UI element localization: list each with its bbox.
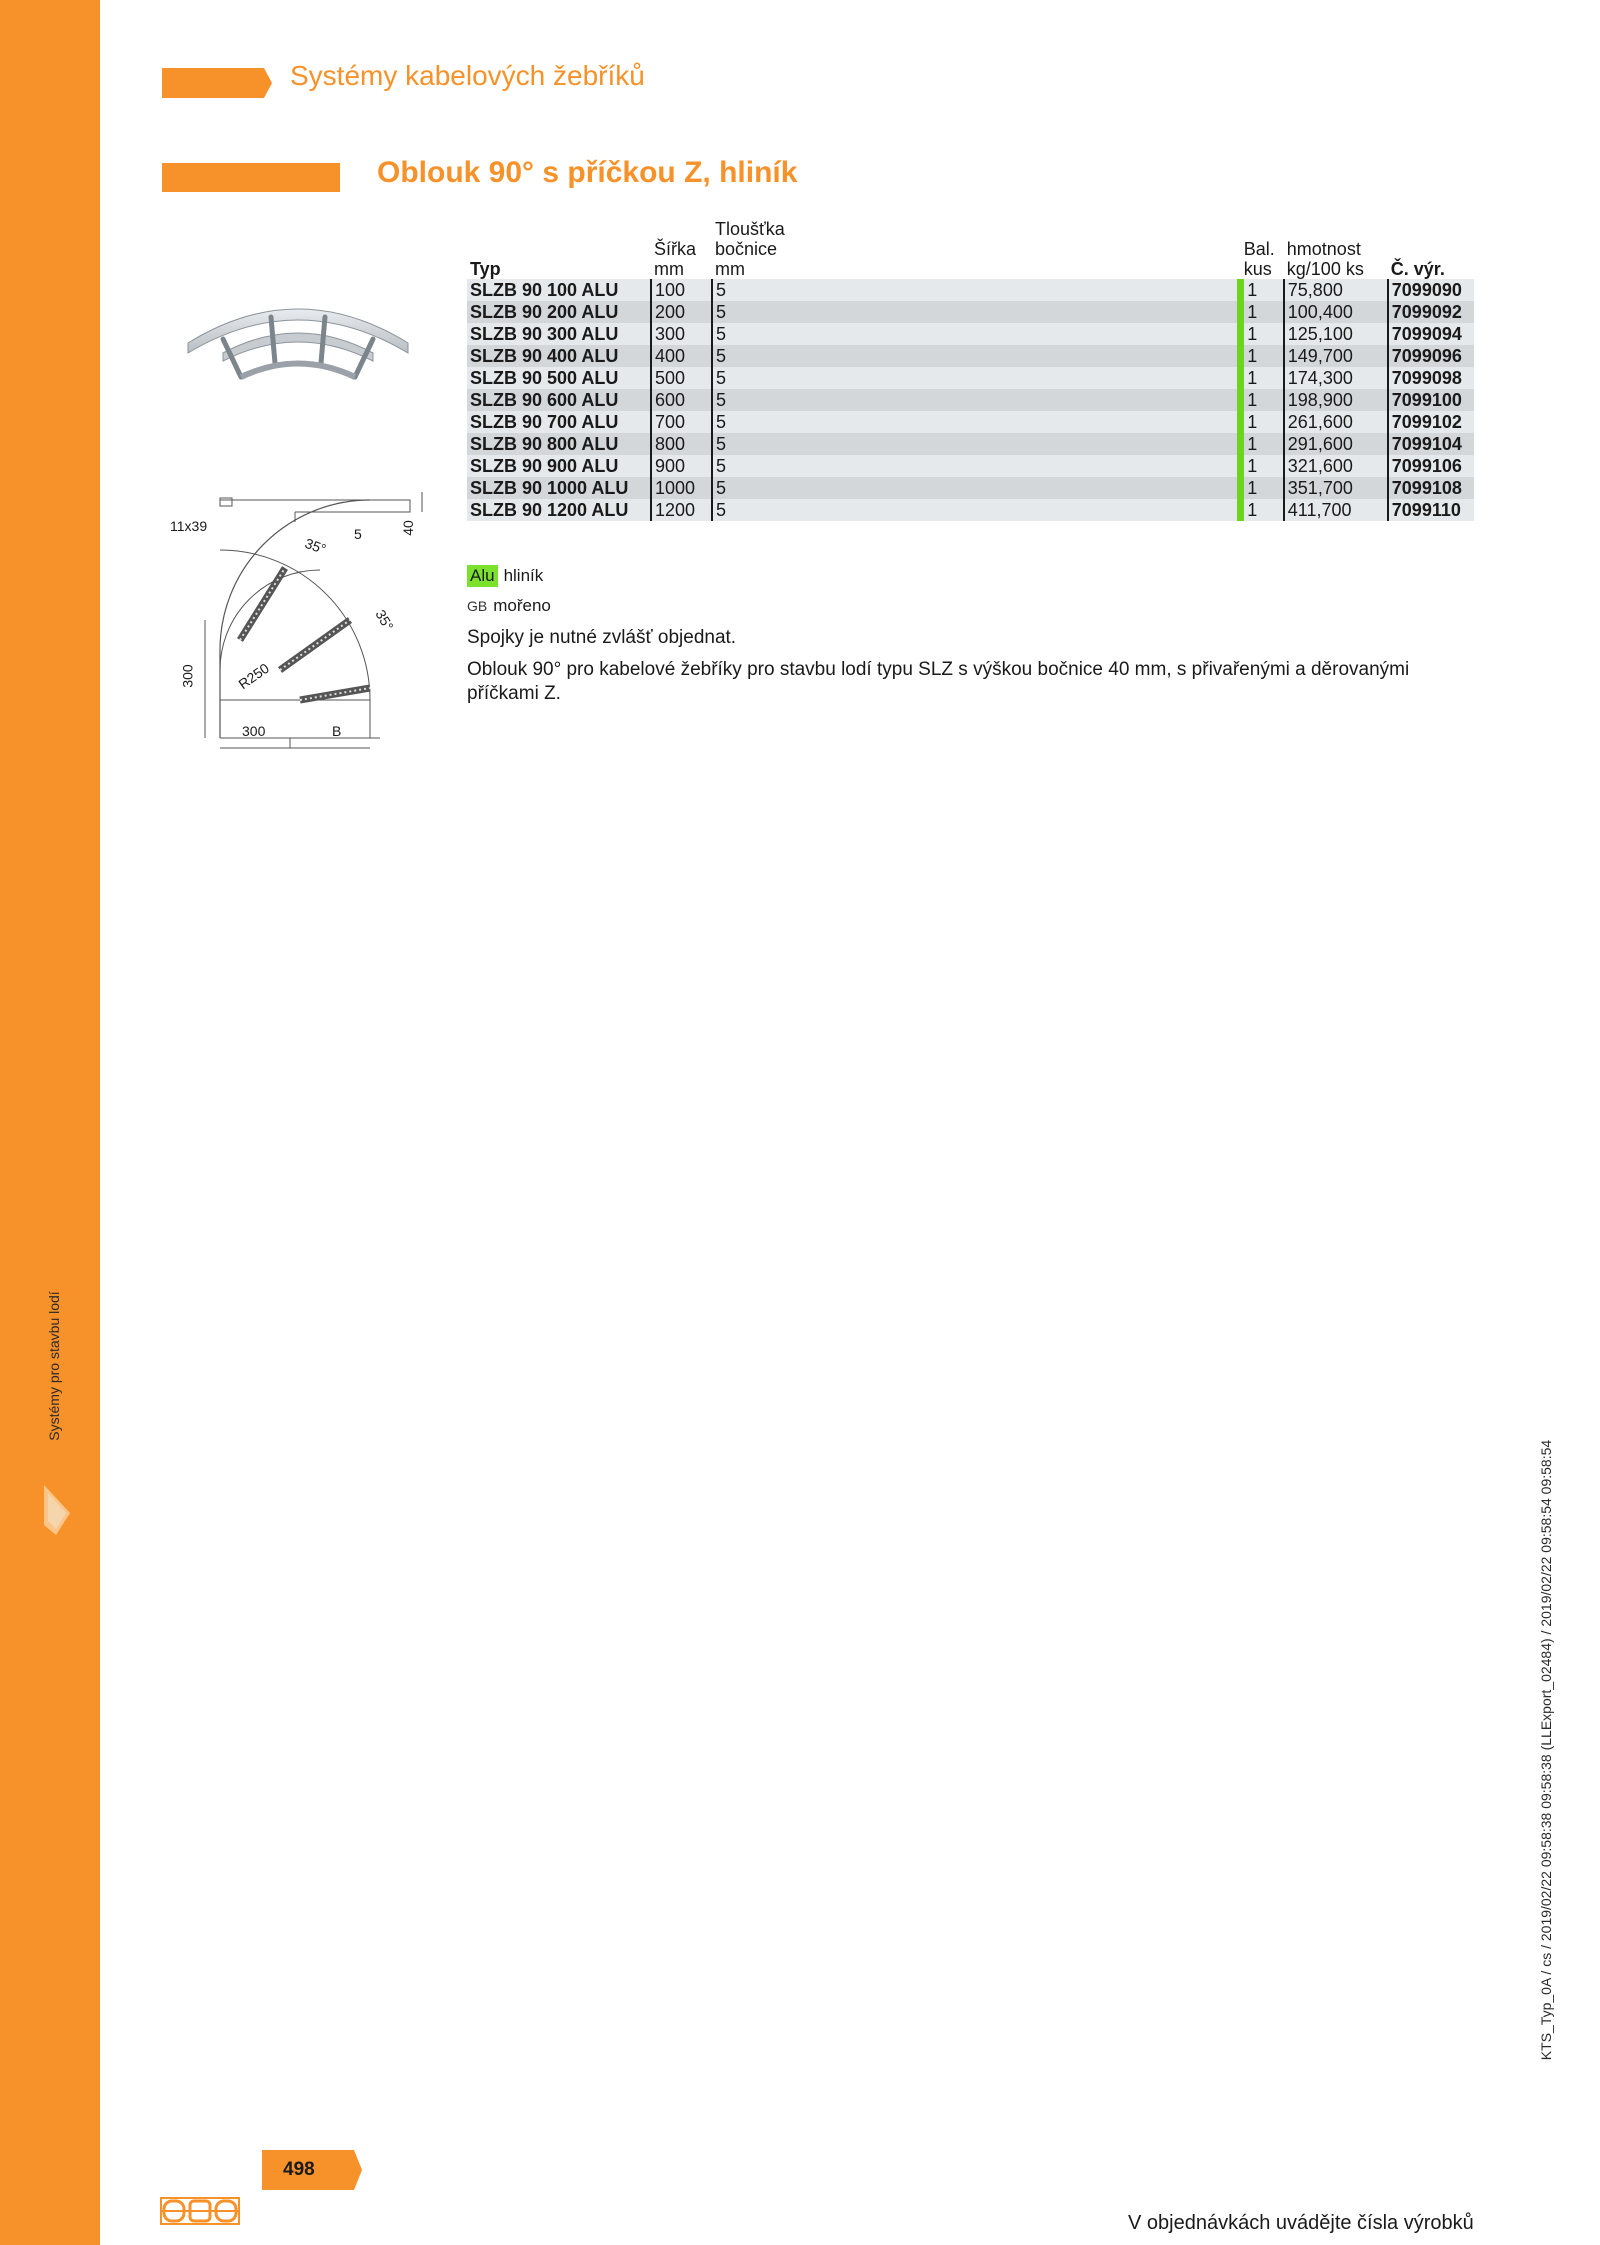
cell-width: 300 bbox=[651, 323, 712, 345]
cell-weight: 174,300 bbox=[1284, 367, 1388, 389]
cell-thickness: 5 bbox=[712, 455, 788, 477]
cell-code: 7099096 bbox=[1388, 345, 1474, 367]
header-pack bbox=[1241, 219, 1284, 279]
cell-code: 7099092 bbox=[1388, 301, 1474, 323]
cell-pack: 1 bbox=[1241, 301, 1284, 323]
cell-type: SLZB 90 400 ALU bbox=[467, 345, 651, 367]
product-title-bar bbox=[162, 163, 340, 192]
cell-thickness: 5 bbox=[712, 389, 788, 411]
header-weight bbox=[1284, 219, 1388, 279]
drawing-label-slot: 11x39 bbox=[170, 518, 208, 534]
drawing-label-300-vertical: 300 bbox=[179, 664, 196, 688]
cell-thickness: 5 bbox=[712, 433, 788, 455]
cell-width: 1000 bbox=[651, 477, 712, 499]
table-row bbox=[467, 411, 1474, 433]
cell-gap bbox=[788, 389, 1241, 411]
header-gap bbox=[788, 219, 1241, 279]
cell-code: 7099110 bbox=[1388, 499, 1474, 521]
cell-code: 7099100 bbox=[1388, 389, 1474, 411]
cell-width: 100 bbox=[651, 279, 712, 301]
cell-code: 7099108 bbox=[1388, 477, 1474, 499]
cell-code: 7099098 bbox=[1388, 367, 1474, 389]
cell-width: 600 bbox=[651, 389, 712, 411]
header-thickness-unit: mm bbox=[715, 259, 745, 279]
table-row bbox=[467, 433, 1474, 455]
cell-type: SLZB 90 200 ALU bbox=[467, 301, 651, 323]
drawing-label-angle-2: 35° bbox=[372, 606, 397, 634]
cell-type: SLZB 90 1000 ALU bbox=[467, 477, 651, 499]
table-header-row bbox=[467, 219, 1474, 279]
cell-thickness: 5 bbox=[712, 477, 788, 499]
cell-gap bbox=[788, 455, 1241, 477]
table-row bbox=[467, 301, 1474, 323]
sidebar-label: Systémy pro stavbu lodí bbox=[46, 1291, 62, 1441]
cell-pack: 1 bbox=[1241, 323, 1284, 345]
cell-weight: 261,600 bbox=[1284, 411, 1388, 433]
drawing-label-b: B bbox=[332, 723, 342, 739]
cell-type: SLZB 90 500 ALU bbox=[467, 367, 651, 389]
cell-width: 500 bbox=[651, 367, 712, 389]
legend-gb bbox=[467, 596, 551, 616]
cell-type: SLZB 90 1200 ALU bbox=[467, 499, 651, 521]
order-note: V objednávkách uvádějte čísla výrobků bbox=[1128, 2212, 1474, 2234]
cell-pack: 1 bbox=[1241, 411, 1284, 433]
cell-weight: 125,100 bbox=[1284, 323, 1388, 345]
cell-thickness: 5 bbox=[712, 367, 788, 389]
drawing-label-300: 300 bbox=[242, 723, 266, 739]
cell-pack: 1 bbox=[1241, 345, 1284, 367]
drawing-label-angle-1: 35° bbox=[302, 534, 329, 558]
table-row bbox=[467, 279, 1474, 301]
cell-code: 7099094 bbox=[1388, 323, 1474, 345]
cell-pack: 1 bbox=[1241, 279, 1284, 301]
cell-thickness: 5 bbox=[712, 301, 788, 323]
cell-thickness: 5 bbox=[712, 499, 788, 521]
cell-weight: 351,700 bbox=[1284, 477, 1388, 499]
cell-pack: 1 bbox=[1241, 455, 1284, 477]
cell-thickness: 5 bbox=[712, 279, 788, 301]
table-row bbox=[467, 499, 1474, 521]
gb-badge: GB bbox=[467, 598, 488, 614]
cell-width: 700 bbox=[651, 411, 712, 433]
product-title: Oblouk 90° s příčkou Z, hliník bbox=[377, 156, 798, 189]
product-image bbox=[183, 295, 413, 395]
product-description: Oblouk 90° pro kabelové žebříky pro stavbu lodí typu SLZ s výškou bočnice 40 mm, s přivařenými a děrovanými příčkami Z. bbox=[467, 659, 1410, 704]
cell-weight: 321,600 bbox=[1284, 455, 1388, 477]
header-code: Č. výr. bbox=[1390, 259, 1445, 279]
section-tag-shape bbox=[162, 68, 272, 98]
cell-code: 7099102 bbox=[1388, 411, 1474, 433]
header-width bbox=[651, 219, 712, 279]
header-weight-label: hmotnost bbox=[1286, 239, 1361, 259]
cell-pack: 1 bbox=[1241, 477, 1284, 499]
section-title: Systémy kabelových žebříků bbox=[290, 60, 645, 91]
cell-gap bbox=[788, 323, 1241, 345]
cell-weight: 411,700 bbox=[1284, 499, 1388, 521]
table-row bbox=[467, 455, 1474, 477]
cell-type: SLZB 90 700 ALU bbox=[467, 411, 651, 433]
header-pack-unit: kus bbox=[1243, 259, 1272, 279]
sidebar-stripe-graphic bbox=[42, 1485, 72, 1535]
header-pack-label: Bal. bbox=[1243, 239, 1275, 259]
cell-code: 7099106 bbox=[1388, 455, 1474, 477]
cell-gap bbox=[788, 477, 1241, 499]
header-thickness-label-2: bočnice bbox=[715, 239, 778, 259]
cell-type: SLZB 90 100 ALU bbox=[467, 279, 651, 301]
cell-thickness: 5 bbox=[712, 345, 788, 367]
obo-logo bbox=[160, 2197, 240, 2225]
cell-weight: 100,400 bbox=[1284, 301, 1388, 323]
header-width-label: Šířka bbox=[654, 239, 697, 259]
technical-drawing bbox=[160, 470, 440, 755]
header-width-unit: mm bbox=[654, 259, 684, 279]
cell-weight: 149,700 bbox=[1284, 345, 1388, 367]
cell-gap bbox=[788, 345, 1241, 367]
table-row bbox=[467, 367, 1474, 389]
drawing-label-radius: R250 bbox=[235, 659, 273, 693]
cell-weight: 291,600 bbox=[1284, 433, 1388, 455]
cell-width: 900 bbox=[651, 455, 712, 477]
cell-pack: 1 bbox=[1241, 367, 1284, 389]
drawing-label-5: 5 bbox=[354, 526, 362, 542]
cell-gap bbox=[788, 367, 1241, 389]
cell-gap bbox=[788, 279, 1241, 301]
alu-label: hliník bbox=[503, 566, 544, 585]
cell-gap bbox=[788, 499, 1241, 521]
table-row bbox=[467, 345, 1474, 367]
header-type: Typ bbox=[470, 259, 501, 279]
cell-thickness: 5 bbox=[712, 411, 788, 433]
cell-type: SLZB 90 300 ALU bbox=[467, 323, 651, 345]
cell-gap bbox=[788, 433, 1241, 455]
header-weight-unit: kg/100 ks bbox=[1286, 259, 1364, 279]
cell-width: 800 bbox=[651, 433, 712, 455]
table-row bbox=[467, 323, 1474, 345]
header-thickness bbox=[712, 219, 788, 279]
cell-weight: 198,900 bbox=[1284, 389, 1388, 411]
sidebar bbox=[0, 0, 100, 2245]
legend-alu bbox=[467, 565, 543, 587]
cell-thickness: 5 bbox=[712, 323, 788, 345]
cell-code: 7099090 bbox=[1388, 279, 1474, 301]
drawing-label-40: 40 bbox=[399, 520, 416, 536]
cell-type: SLZB 90 600 ALU bbox=[467, 389, 651, 411]
gb-label: mořeno bbox=[493, 596, 551, 615]
cell-type: SLZB 90 900 ALU bbox=[467, 455, 651, 477]
alu-badge: Alu bbox=[467, 565, 498, 587]
cell-code: 7099104 bbox=[1388, 433, 1474, 455]
cell-weight: 75,800 bbox=[1284, 279, 1388, 301]
header-thickness-label: Tloušťka bbox=[715, 219, 785, 239]
cell-pack: 1 bbox=[1241, 499, 1284, 521]
cell-pack: 1 bbox=[1241, 433, 1284, 455]
table-row bbox=[467, 389, 1474, 411]
cell-type: SLZB 90 800 ALU bbox=[467, 433, 651, 455]
page-number: 498 bbox=[283, 2159, 315, 2180]
cell-pack: 1 bbox=[1241, 389, 1284, 411]
cell-gap bbox=[788, 411, 1241, 433]
cell-width: 1200 bbox=[651, 499, 712, 521]
cell-width: 200 bbox=[651, 301, 712, 323]
cell-gap bbox=[788, 301, 1241, 323]
export-metadata: KTS_Typ_0A / cs / 2019/02/22 09:58:38 09:58:38 (LLExport_02484) / 2019/02/22 09:58:54 09:58:54 bbox=[1538, 1439, 1554, 2061]
table-row bbox=[467, 477, 1474, 499]
connector-note: Spojky je nutné zvlášť objednat. bbox=[467, 627, 737, 648]
spec-table bbox=[467, 219, 1474, 521]
cell-width: 400 bbox=[651, 345, 712, 367]
